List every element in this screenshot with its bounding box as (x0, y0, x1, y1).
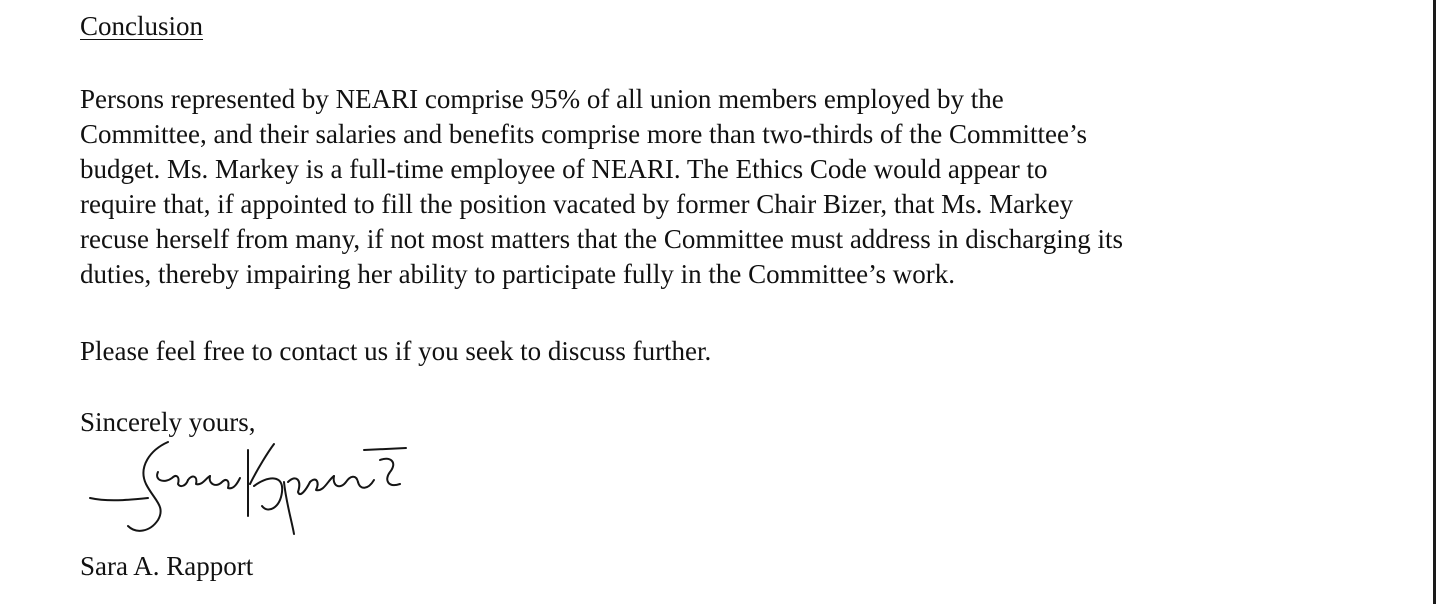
paragraph-line: duties, thereby impairing her ability to participate fully in the Committee’s work. (80, 259, 956, 289)
section-heading: Conclusion (80, 11, 204, 41)
closing-salutation: Sincerely yours, (80, 407, 256, 437)
conclusion-paragraph (80, 82, 1123, 292)
handwritten-signature (88, 432, 418, 544)
signer-name: Sara A. Rapport (80, 551, 254, 581)
paragraph-line: Persons represented by NEARI comprise 95% of all union members employed by the (80, 84, 1004, 114)
paragraph-line: require that, if appointed to fill the position vacated by former Chair Bizer, that Ms. Markey (80, 189, 1074, 219)
paragraph-line: recuse herself from many, if not most matters that the Committee must address in discharging its (80, 224, 1124, 254)
paragraph-line: budget. Ms. Markey is a full-time employee of NEARI. The Ethics Code would appear to (80, 154, 1048, 184)
contact-paragraph: Please feel free to contact us if you seek to discuss further. (80, 336, 712, 366)
page-edge-rule (1433, 0, 1436, 604)
paragraph-line: Committee, and their salaries and benefits comprise more than two-thirds of the Committee’s (80, 119, 1088, 149)
